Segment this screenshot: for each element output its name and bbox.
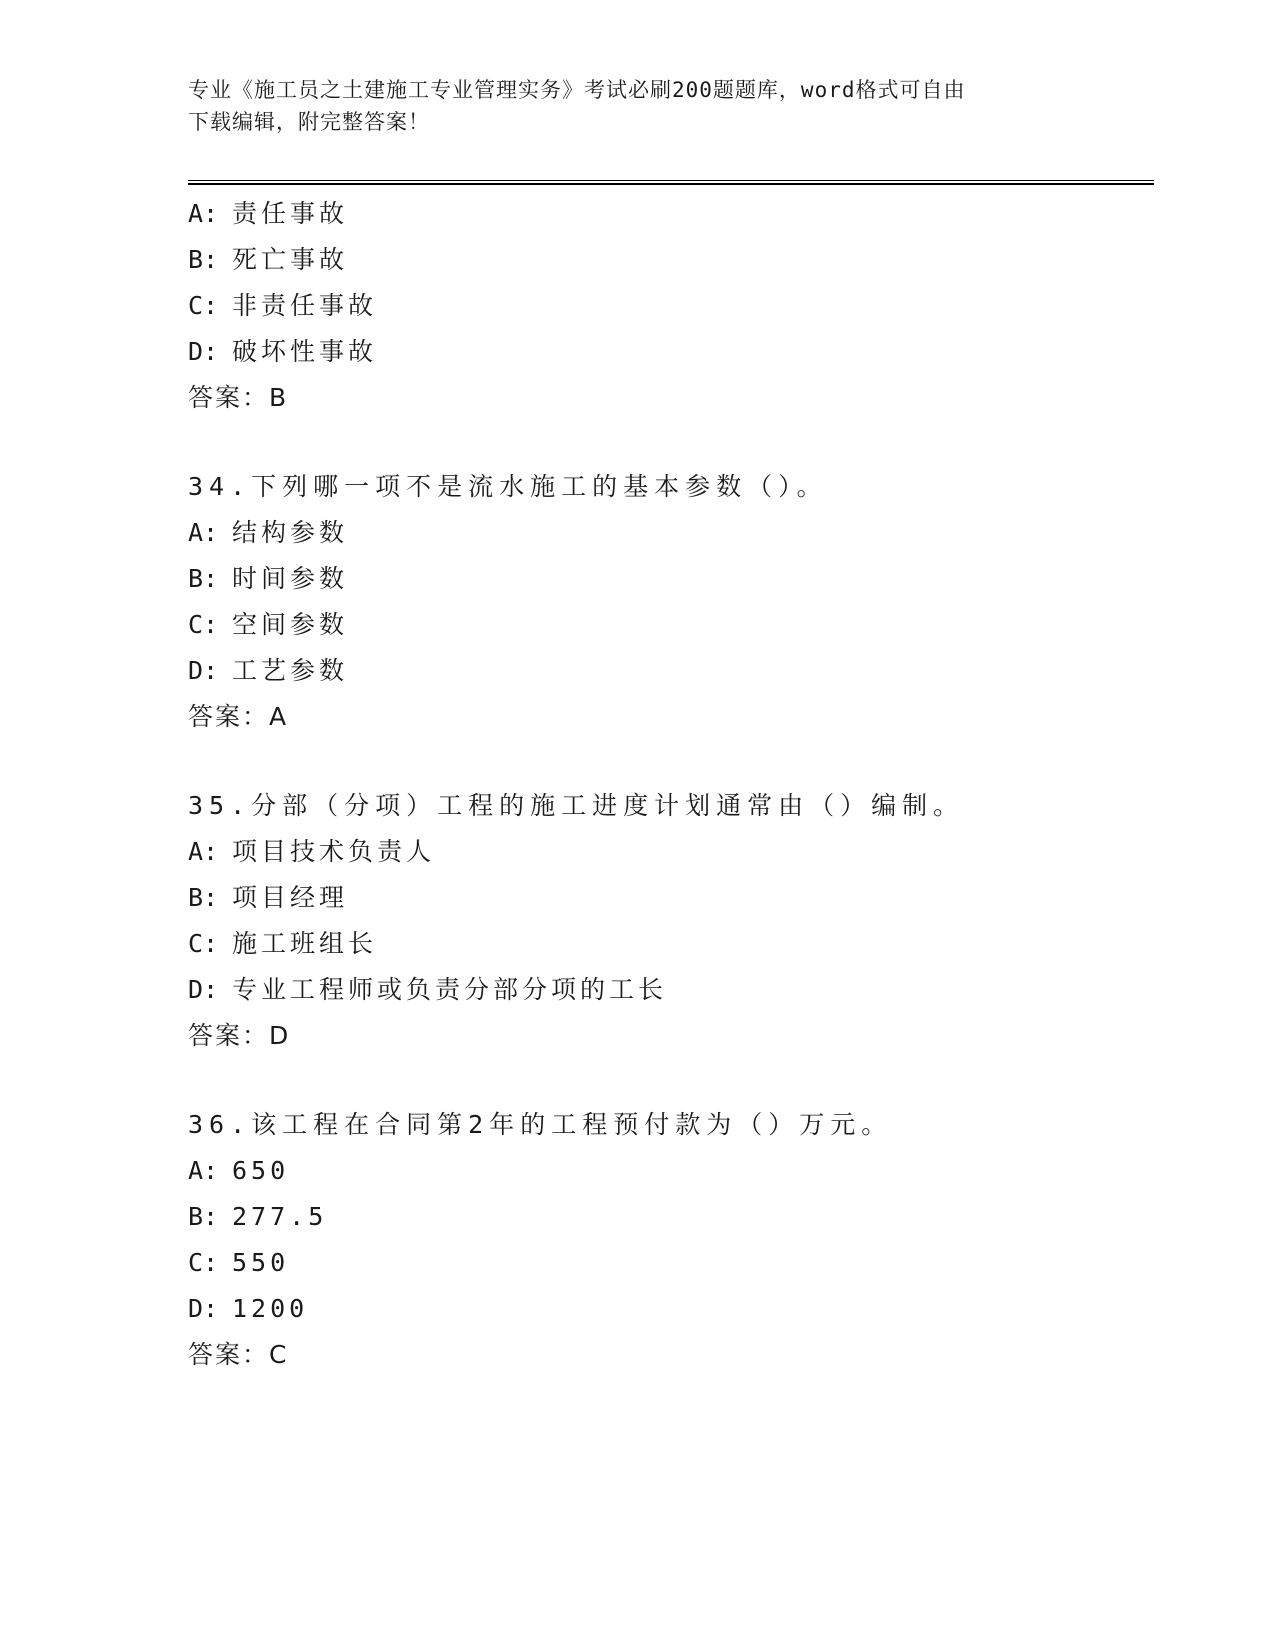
option-b xyxy=(188,237,1148,283)
option-text: 非责任事故 xyxy=(232,291,378,320)
option-label: D: xyxy=(188,656,219,685)
option-label: A: xyxy=(188,1156,219,1185)
option-text: 专业工程师或负责分部分项的工长 xyxy=(232,975,668,1004)
option-c xyxy=(188,921,1148,967)
question-33 xyxy=(188,191,1148,421)
option-a xyxy=(188,510,1148,556)
answer-line: 答案：A xyxy=(188,702,289,731)
option-label: D: xyxy=(188,1294,219,1323)
option-c xyxy=(188,602,1148,648)
option-d xyxy=(188,967,1148,1013)
answer-line: 答案：C xyxy=(188,1340,289,1369)
question-list xyxy=(188,191,1148,1378)
option-text: 死亡事故 xyxy=(232,245,349,274)
option-label: C: xyxy=(188,610,219,639)
option-text: 工艺参数 xyxy=(232,656,349,685)
option-text: 550 xyxy=(232,1248,290,1277)
option-label: C: xyxy=(188,1248,219,1277)
option-label: B: xyxy=(188,1202,219,1231)
question-35 xyxy=(188,783,1148,1059)
option-label: C: xyxy=(188,291,219,320)
option-text: 277.5 xyxy=(232,1202,328,1231)
header-line-1: 专业《施工员之土建施工专业管理实务》考试必刷200题题库，word格式可自由 xyxy=(188,78,966,102)
option-text: 1200 xyxy=(232,1294,309,1323)
option-label: A: xyxy=(188,518,219,547)
option-text: 施工班组长 xyxy=(232,929,378,958)
option-d xyxy=(188,1286,1148,1332)
option-text: 空间参数 xyxy=(232,610,349,639)
option-label: D: xyxy=(188,975,219,1004)
option-label: C: xyxy=(188,929,219,958)
question-stem: 34.下列哪一项不是流水施工的基本参数（）。 xyxy=(188,472,828,501)
answer-line: 答案：D xyxy=(188,1021,291,1050)
option-text: 时间参数 xyxy=(232,564,349,593)
option-b xyxy=(188,875,1148,921)
option-a xyxy=(188,191,1148,237)
option-text: 结构参数 xyxy=(232,518,349,547)
option-text: 项目经理 xyxy=(232,883,349,912)
option-b xyxy=(188,1194,1148,1240)
answer-line: 答案：B xyxy=(188,383,289,412)
option-text: 破坏性事故 xyxy=(232,337,378,366)
option-label: A: xyxy=(188,199,219,228)
question-34 xyxy=(188,464,1148,740)
option-d xyxy=(188,648,1148,694)
option-d xyxy=(188,329,1148,375)
option-c xyxy=(188,1240,1148,1286)
option-label: B: xyxy=(188,245,219,274)
question-stem: 35.分部（分项）工程的施工进度计划通常由（）编制。 xyxy=(188,791,965,820)
header-divider xyxy=(188,180,1154,185)
option-text: 650 xyxy=(232,1156,290,1185)
option-b xyxy=(188,556,1148,602)
option-c xyxy=(188,283,1148,329)
option-a xyxy=(188,1148,1148,1194)
option-label: D: xyxy=(188,337,219,366)
document-header xyxy=(188,74,1088,138)
question-36 xyxy=(188,1102,1148,1378)
option-label: B: xyxy=(188,883,219,912)
option-text: 项目技术负责人 xyxy=(232,837,436,866)
option-label: A: xyxy=(188,837,219,866)
question-stem: 36.该工程在合同第2年的工程预付款为（）万元。 xyxy=(188,1110,893,1139)
header-line-2: 下载编辑，附完整答案！ xyxy=(188,110,430,134)
option-a xyxy=(188,829,1148,875)
option-label: B: xyxy=(188,564,219,593)
option-text: 责任事故 xyxy=(232,199,349,228)
